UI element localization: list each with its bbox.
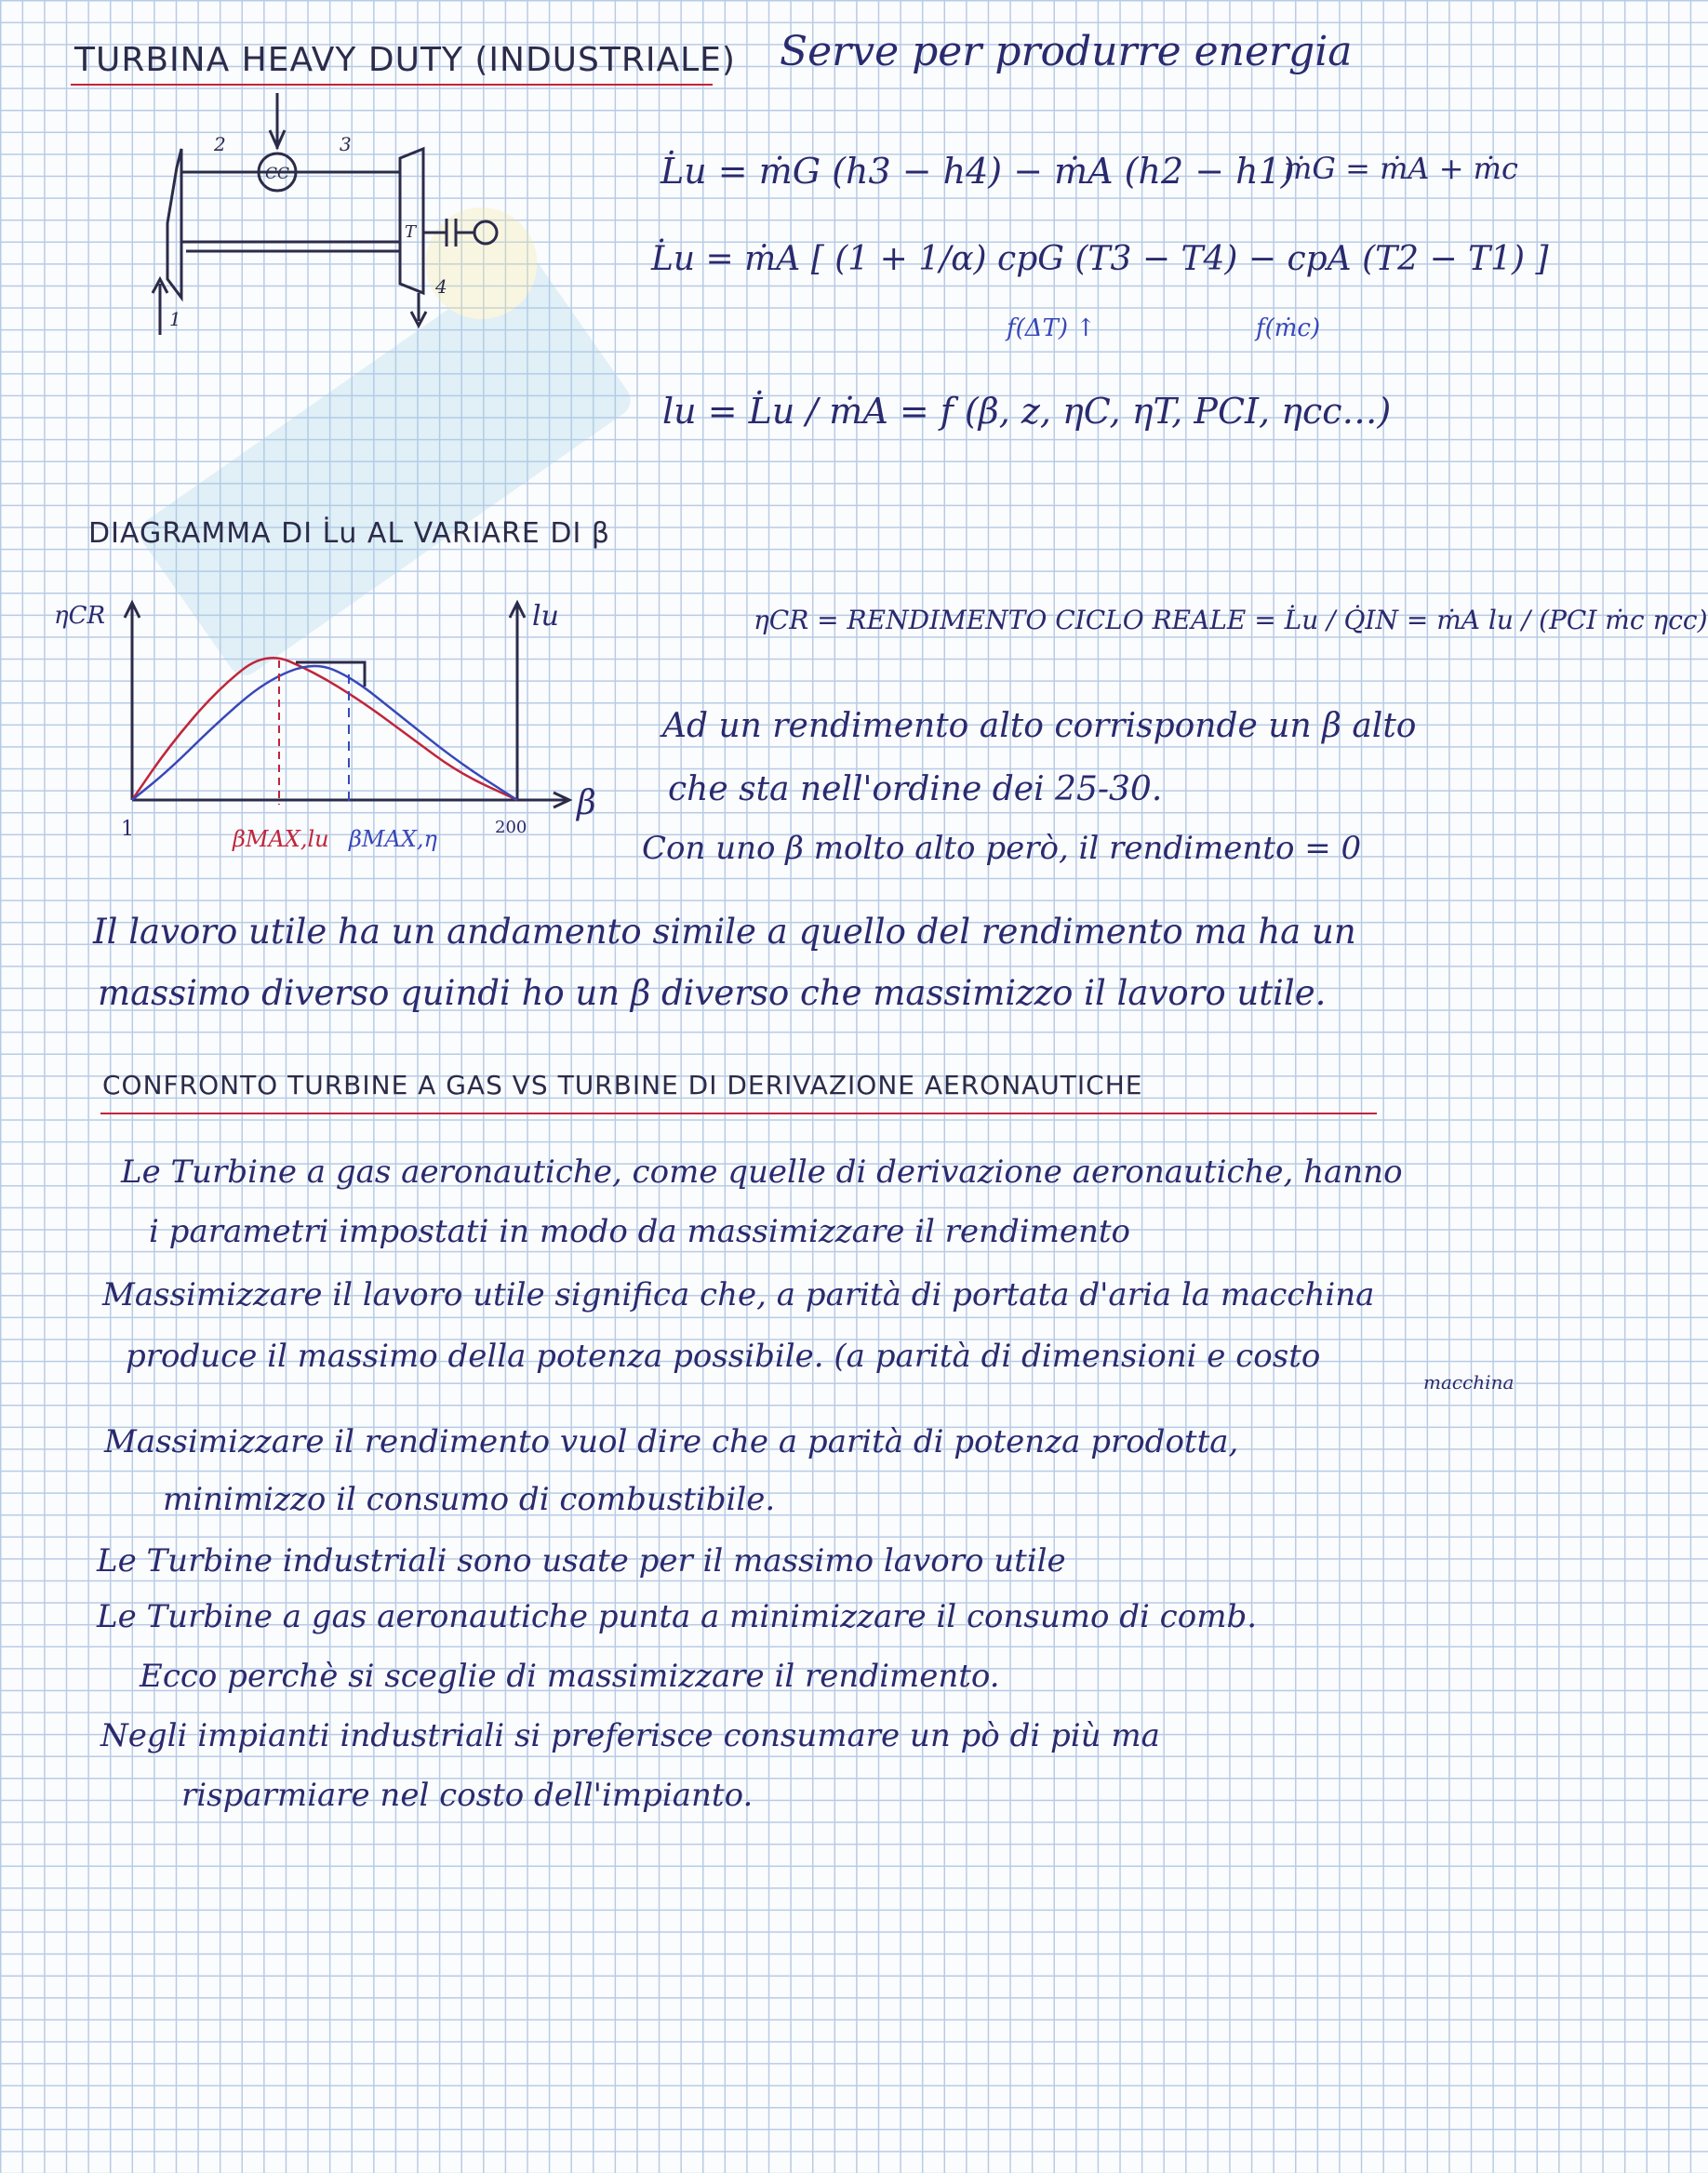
generator-icon xyxy=(474,221,497,244)
equation-work-temperature: L̇u = ṁA [ (1 + 1/α) cpG (T3 − T4) − cpA (T2 − T1) ] xyxy=(651,240,1549,278)
page-subtitle: Serve per produrre energia xyxy=(780,28,1353,75)
paragraph2-line-5: Massimizzare il rendimento vuol dire che a parità di potenza prodotta, xyxy=(104,1423,1239,1460)
paragraph2-line-1: Le Turbine a gas aeronautiche, come quelle di derivazione aeronautiche, hanno xyxy=(121,1153,1403,1191)
equation-mass-balance: ṁG = ṁA + ṁc xyxy=(1284,151,1518,186)
compressor-shape xyxy=(167,149,181,298)
paragraph1-line-1: Il lavoro utile ha un andamento simile a quello del rendimento ma ha un xyxy=(93,912,1356,952)
page-title: TURBINA HEAVY DUTY (INDUSTRIALE) xyxy=(74,41,736,79)
equation-note-delta-t: f(ΔT) ↑ xyxy=(1007,314,1097,342)
x-tick-1: 1 xyxy=(121,818,134,841)
schematic-label-1: 1 xyxy=(169,308,181,330)
note-line-1: Ad un rendimento alto corrisponde un β alto xyxy=(662,707,1417,745)
paragraph2-line-7: Le Turbine industriali sono usate per il massimo lavoro utile xyxy=(97,1542,1066,1580)
turbine-schematic xyxy=(140,93,530,335)
turbine-shape xyxy=(400,149,423,293)
x-tick-200: 200 xyxy=(495,818,527,837)
series-line-red xyxy=(132,658,517,800)
equation-note-fuel: f(ṁc) xyxy=(1256,314,1321,342)
schematic-label-4: 4 xyxy=(435,275,447,298)
paragraph2-line-8: Le Turbine a gas aeronautiche punta a minimizzare il consumo di comb. xyxy=(97,1598,1258,1635)
schematic-label-t: T xyxy=(405,222,417,242)
x-axis-label: β xyxy=(577,784,596,822)
section-title-diagram: DIAGRAMMA DI L̇u AL VARIARE DI β xyxy=(88,517,610,550)
work-efficiency-chart xyxy=(47,586,605,884)
paragraph2-line-9: Ecco perchè si sceglie di massimizzare il rendimento. xyxy=(140,1658,1000,1695)
equation-specific-work: lu = L̇u / ṁA = f (β, z, ηC, ηT, PCI, ηcc…) xyxy=(662,391,1392,432)
paragraph1-line-2: massimo diverso quindi ho un β diverso che massimizzo il lavoro utile. xyxy=(98,973,1327,1013)
marker-label-lu: βMAX,lu xyxy=(233,826,329,852)
title-underline xyxy=(71,84,713,86)
paragraph2-line-2: i parametri impostati in modo da massimizzare il rendimento xyxy=(149,1213,1130,1250)
note-line-2: che sta nell'ordine dei 25-30. xyxy=(668,770,1163,808)
paragraph2-line-6: minimizzo il consumo di combustibile. xyxy=(163,1481,776,1518)
schematic-label-3: 3 xyxy=(340,133,352,155)
paragraph2-line-4b: macchina xyxy=(1423,1371,1515,1393)
schematic-label-cc: CC xyxy=(265,165,290,183)
series-line-blue xyxy=(132,666,517,800)
section-title-compare: CONFRONTO TURBINE A GAS VS TURBINE DI DERIVAZIONE AERONAUTICHE xyxy=(102,1070,1143,1100)
note-line-3: Con uno β molto alto però, il rendimento = 0 xyxy=(642,830,1362,867)
paragraph2-line-11: risparmiare nel costo dell'impianto. xyxy=(181,1777,754,1814)
y-label-left: ηCR xyxy=(54,602,106,630)
compare-underline xyxy=(100,1113,1377,1114)
y-label-right: lu xyxy=(532,600,559,633)
efficiency-definition: ηCR = RENDIMENTO CICLO REALE = L̇u / Q̇IN = ṁA lu / (PCI ṁc ηcc) xyxy=(754,605,1708,635)
marker-label-eta: βMAX,η xyxy=(349,826,437,852)
paragraph2-line-10: Negli impianti industriali si preferisce consumare un pò di più ma xyxy=(100,1717,1160,1754)
paragraph2-line-4: produce il massimo della potenza possibile. (a parità di dimensioni e costo xyxy=(126,1338,1321,1375)
paragraph2-line-3: Massimizzare il lavoro utile significa che, a parità di portata d'aria la macchina xyxy=(102,1276,1375,1313)
schematic-label-2: 2 xyxy=(214,133,226,155)
equation-work-enthalpy: L̇u = ṁG (h3 − h4) − ṁA (h2 − h1) xyxy=(661,151,1295,192)
